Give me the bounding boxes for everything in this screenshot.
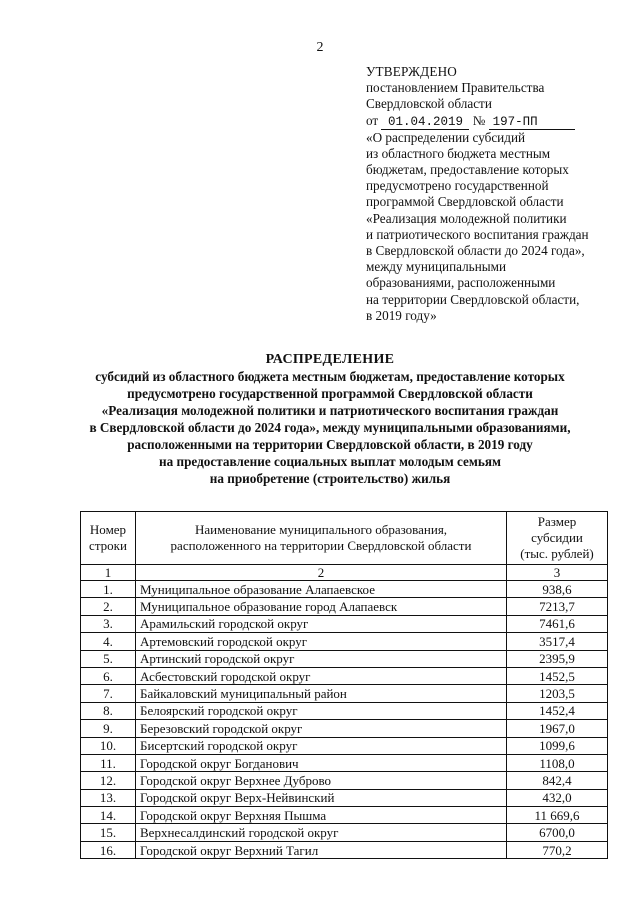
municipality-name: Городской округ Верхнее Дуброво — [136, 772, 507, 789]
row-number: 14. — [81, 807, 136, 824]
row-number: 8. — [81, 702, 136, 719]
row-number: 13. — [81, 789, 136, 806]
table-row — [81, 581, 608, 598]
table-row — [81, 615, 608, 632]
table-row — [81, 754, 608, 771]
municipality-name: Бисертский городской округ — [136, 737, 507, 754]
header-text: строки — [89, 538, 127, 553]
table-row — [81, 824, 608, 841]
table-row — [81, 789, 608, 806]
approval-block — [366, 64, 636, 324]
table-row — [81, 633, 608, 650]
subsidy-amount: 842,4 — [507, 772, 608, 789]
title-line: на приобретение (строительство) жилья — [209, 471, 451, 486]
row-number: 12. — [81, 772, 136, 789]
table-row — [81, 702, 608, 719]
subsidy-amount: 1108,0 — [507, 754, 608, 771]
row-number: 11. — [81, 754, 136, 771]
header-text: Наименование муниципального образования, — [194, 522, 448, 537]
title-line: субсидий из областного бюджета местным бюджетам, предоставление которых — [95, 369, 565, 384]
row-number: 4. — [81, 633, 136, 650]
table-row — [81, 737, 608, 754]
municipality-name: Верхнесалдинский городской округ — [136, 824, 507, 841]
title-line: на предоставление социальных выплат молодым семьям — [159, 454, 501, 469]
decree-title-line: между муниципальными — [366, 259, 507, 275]
approval-line-2: Свердловской области — [366, 96, 492, 112]
header-subsidy-amount — [507, 512, 608, 565]
row-number: 3. — [81, 615, 136, 632]
title-line: расположенными на территории Свердловской области, в 2019 году — [127, 437, 533, 452]
subsidy-amount: 1967,0 — [507, 720, 608, 737]
title-main: РАСПРЕДЕЛЕНИЕ — [265, 352, 395, 367]
table-row — [81, 650, 608, 667]
subsidy-amount: 7213,7 — [507, 598, 608, 615]
title-line: в Свердловской области до 2024 года», между муниципальными образованиями, — [89, 420, 571, 435]
row-number: 16. — [81, 841, 136, 858]
row-number: 1. — [81, 581, 136, 598]
table-row — [81, 598, 608, 615]
subsidy-amount: 11 669,6 — [507, 807, 608, 824]
from-label: от — [366, 112, 379, 128]
decree-title-line: бюджетам, предоставление которых — [366, 162, 569, 178]
subsidy-amount: 3517,4 — [507, 633, 608, 650]
municipality-name: Муниципальное образование город Алапаевск — [136, 598, 507, 615]
row-number: 2. — [81, 598, 136, 615]
subsidy-amount: 770,2 — [507, 841, 608, 858]
header-municipality — [136, 512, 507, 565]
municipality-name: Березовский городской округ — [136, 720, 507, 737]
municipality-name: Асбестовский городской округ — [136, 667, 507, 684]
decree-title-line: образованиями, расположенными — [366, 275, 556, 291]
subsidy-amount: 1452,4 — [507, 702, 608, 719]
row-number: 6. — [81, 667, 136, 684]
column-index-row — [81, 565, 608, 581]
page-number: 2 — [316, 40, 324, 55]
row-number: 15. — [81, 824, 136, 841]
header-text: Номер — [89, 522, 127, 537]
header-text: расположенного на территории Свердловской области — [170, 538, 472, 553]
decree-title-line: из областного бюджета местным — [366, 145, 551, 161]
subsidy-amount: 1099,6 — [507, 737, 608, 754]
decree-title-line: «О распределении субсидий — [366, 129, 526, 145]
table-row — [81, 807, 608, 824]
municipality-name: Байкаловский муниципальный район — [136, 685, 507, 702]
table-row — [81, 685, 608, 702]
decree-date: 01.04.2019 — [381, 116, 469, 130]
subsidy-amount: 1452,5 — [507, 667, 608, 684]
municipality-name: Муниципальное образование Алапаевское — [136, 581, 507, 598]
title-line: «Реализация молодежной политики и патриотического воспитания граждан — [101, 403, 559, 418]
decree-title-line: в Свердловской области до 2024 года», — [366, 243, 585, 259]
row-number: 7. — [81, 685, 136, 702]
column-index: 3 — [507, 565, 608, 581]
municipality-name: Городской округ Богданович — [136, 754, 507, 771]
subsidy-amount: 2395,9 — [507, 650, 608, 667]
table-header-row — [81, 512, 608, 565]
column-index: 1 — [81, 565, 136, 581]
distribution-table — [80, 511, 608, 859]
decree-title-line: и патриотического воспитания граждан — [366, 226, 589, 242]
decree-title-line: на территории Свердловской области, — [366, 291, 580, 307]
municipality-name: Городской округ Верхняя Пышма — [136, 807, 507, 824]
subsidy-amount: 1203,5 — [507, 685, 608, 702]
row-number: 9. — [81, 720, 136, 737]
decree-number: 197-ПП — [489, 116, 575, 130]
municipality-name: Артемовский городской округ — [136, 633, 507, 650]
header-text: (тыс. рублей) — [520, 546, 594, 561]
subsidy-amount: 6700,0 — [507, 824, 608, 841]
subsidy-amount: 938,6 — [507, 581, 608, 598]
municipality-name: Городской округ Верхний Тагил — [136, 841, 507, 858]
approval-line-1: постановлением Правительства — [366, 80, 545, 96]
decree-title-line: предусмотрено государственной — [366, 178, 549, 194]
table-row — [81, 720, 608, 737]
municipality-name: Городской округ Верх-Нейвинский — [136, 789, 507, 806]
table-row — [81, 841, 608, 858]
decree-title-line: программой Свердловской области — [366, 194, 564, 210]
subsidy-amount: 7461,6 — [507, 615, 608, 632]
decree-title-line: в 2019 году» — [366, 307, 437, 323]
header-text: субсидии — [531, 530, 583, 545]
decree-title-line: «Реализация молодежной политики — [366, 210, 567, 226]
header-text: Размер — [537, 514, 577, 529]
subsidy-amount: 432,0 — [507, 789, 608, 806]
document-title — [30, 351, 630, 487]
table-row — [81, 667, 608, 684]
approval-date-line — [366, 113, 636, 130]
approval-heading: УТВЕРЖДЕНО — [366, 64, 458, 79]
number-label: № — [472, 112, 486, 128]
title-line: предусмотрено государственной программой Свердловской области — [127, 386, 533, 401]
row-number: 5. — [81, 650, 136, 667]
table-row — [81, 772, 608, 789]
municipality-name: Артинский городской округ — [136, 650, 507, 667]
column-index: 2 — [136, 565, 507, 581]
header-row-number — [81, 512, 136, 565]
municipality-name: Белоярский городской округ — [136, 702, 507, 719]
municipality-name: Арамильский городской округ — [136, 615, 507, 632]
row-number: 10. — [81, 737, 136, 754]
